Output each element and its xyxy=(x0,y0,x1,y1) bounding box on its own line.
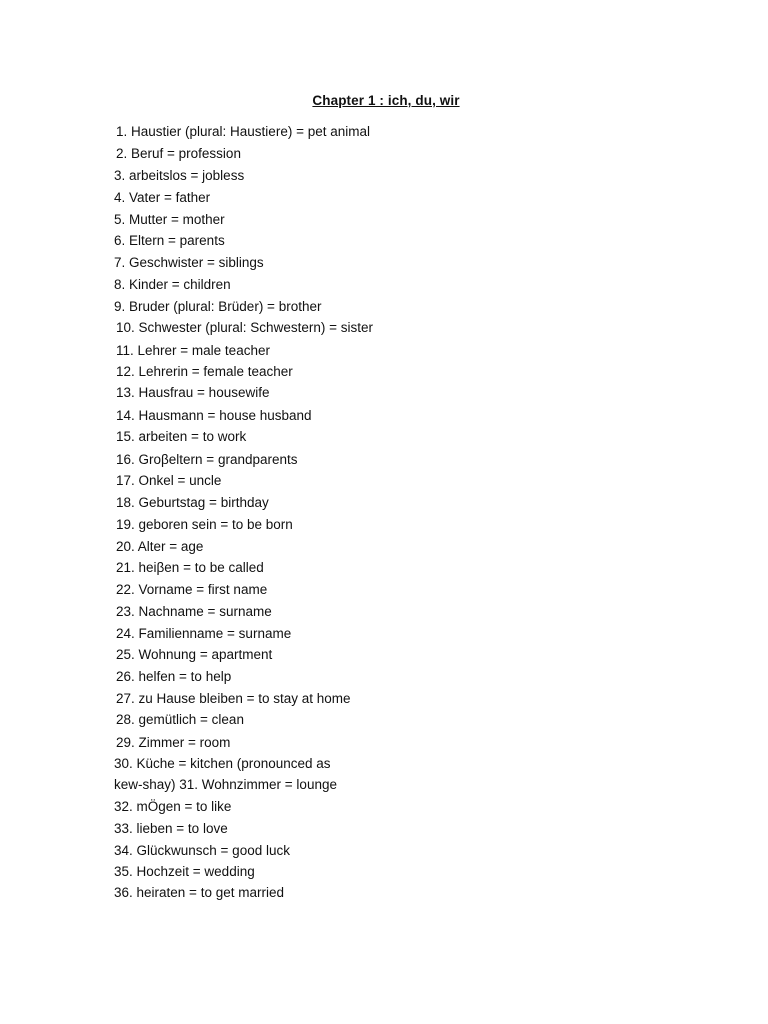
list-item: 27. zu Hause bleiben = to stay at home xyxy=(116,691,351,706)
list-item: 34. Glückwunsch = good luck xyxy=(114,843,290,858)
list-item: 29. Zimmer = room xyxy=(116,735,231,750)
list-item: 19. geboren sein = to be born xyxy=(116,517,293,532)
list-item: 21. heiβen = to be called xyxy=(116,560,264,575)
list-item: 7. Geschwister = siblings xyxy=(114,255,264,270)
list-item: 20. Alter = age xyxy=(116,539,204,554)
page-title: Chapter 1 : ich, du, wir xyxy=(312,93,460,108)
list-item: 14. Hausmann = house husband xyxy=(116,408,312,423)
list-item: 5. Mutter = mother xyxy=(114,212,225,227)
list-item: 32. mÖgen = to like xyxy=(114,799,232,814)
list-item: 9. Bruder (plural: Brüder) = brother xyxy=(114,299,322,314)
list-item: 30. Küche = kitchen (pronounced as xyxy=(114,756,331,771)
list-item: 10. Schwester (plural: Schwestern) = sister xyxy=(116,320,373,335)
list-item: 13. Hausfrau = housewife xyxy=(116,385,270,400)
list-item: 8. Kinder = children xyxy=(114,277,231,292)
list-item: 25. Wohnung = apartment xyxy=(116,647,273,662)
list-item: 33. lieben = to love xyxy=(114,821,228,836)
list-item: 16. Groβeltern = grandparents xyxy=(116,452,298,467)
list-item: 36. heiraten = to get married xyxy=(114,885,284,900)
list-item: 4. Vater = father xyxy=(114,190,211,205)
list-item: 35. Hochzeit = wedding xyxy=(114,864,255,879)
list-item: 18. Geburtstag = birthday xyxy=(116,495,269,510)
list-item: 23. Nachname = surname xyxy=(116,604,272,619)
list-item: 2. Beruf = profession xyxy=(116,146,241,161)
list-item: 3. arbeitslos = jobless xyxy=(114,168,245,183)
list-item: 28. gemütlich = clean xyxy=(116,712,244,727)
list-item: kew-shay) 31. Wohnzimmer = lounge xyxy=(114,777,337,792)
list-item: 12. Lehrerin = female teacher xyxy=(116,364,293,379)
list-item: 1. Haustier (plural: Haustiere) = pet animal xyxy=(116,124,370,139)
list-item: 24. Familienname = surname xyxy=(116,626,292,641)
list-item: 22. Vorname = first name xyxy=(116,582,268,597)
list-item: 11. Lehrer = male teacher xyxy=(116,343,270,358)
list-item: 17. Onkel = uncle xyxy=(116,473,222,488)
list-item: 26. helfen = to help xyxy=(116,669,232,684)
list-item: 6. Eltern = parents xyxy=(114,233,225,248)
list-item: 15. arbeiten = to work xyxy=(116,429,247,444)
